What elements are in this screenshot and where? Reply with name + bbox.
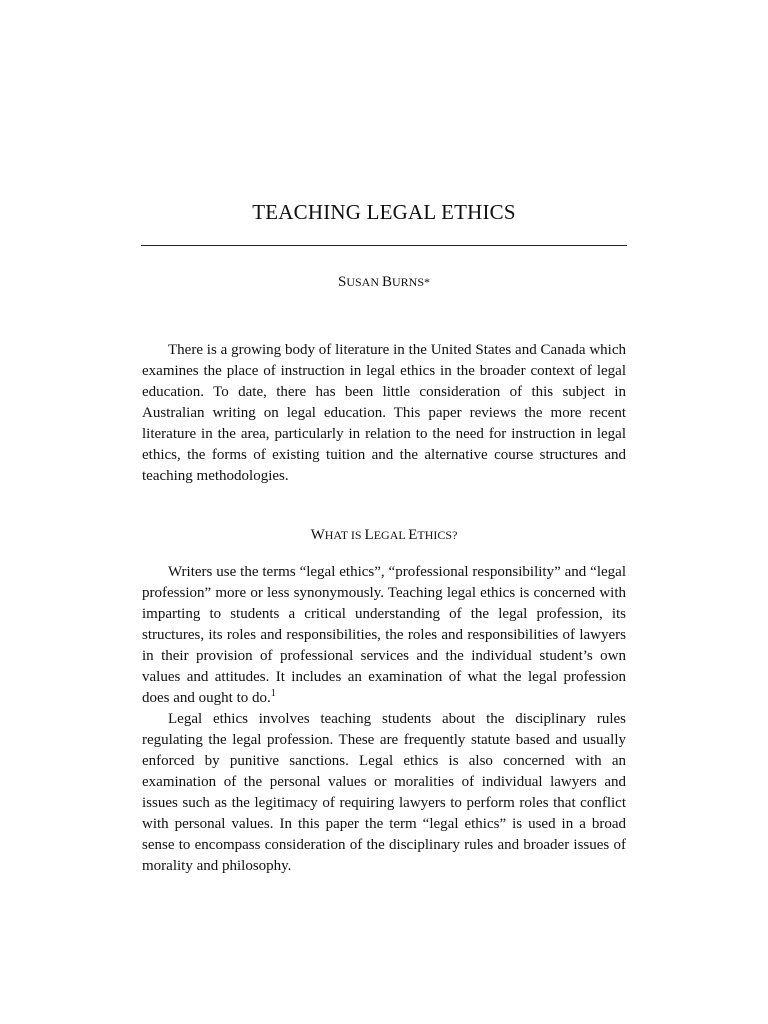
article-title: TEACHING LEGAL ETHICS <box>252 200 516 224</box>
paragraph-1-text: Writers use the terms “legal ethics”, “professional responsibility” and “legal profession” more or less synonymously. Teaching legal ethics is concerned with imparting to students a critical understanding of the legal profession, its structures, its roles and responsibilities, the roles and responsibilities of lawyers in their provision of professional services and the individual student’s own values and attitudes. It includes an examination of what the legal profession does and ought to do. <box>142 564 626 706</box>
footnote-reference[interactable]: 1 <box>270 688 276 699</box>
body-paragraph-2: Legal ethics involves teaching students about the disciplinary rules regulating the legal profession. These are frequently statute based and usually enforced by punitive sanctions. Legal ethics is also concerned with an examination of the personal values or moralities of individual lawyers and issues such as the legitimacy of requiring lawyers to perform roles that conflict with personal values. In this paper the term “legal ethics” is used in a broad sense to encompass consideration of the disciplinary rules and broader issues of morality and philosophy. <box>142 711 626 874</box>
heading-cap-w: W <box>310 527 325 543</box>
abstract <box>142 340 626 487</box>
section-heading <box>0 527 768 544</box>
title-divider <box>141 245 627 246</box>
heading-cap-e: E <box>408 527 418 543</box>
heading-rest-e: THICS? <box>417 528 458 542</box>
abstract-paragraph: There is a growing body of literature in the United States and Canada which examines the place of instruction in legal ethics in the broader context of legal education. To date, there has been little consideration of this subject in Australian writing on legal education. This paper reviews the more recent literature in the area, particularly in relation to the need for instruction in legal ethics, the forms of existing tuition and the alternative course structures and teaching methodologies. <box>142 342 626 484</box>
heading-rest-w: HAT IS <box>324 528 365 542</box>
heading-rest-l: EGAL <box>373 528 409 542</box>
section-body <box>142 562 626 877</box>
author-last-rest: URNS* <box>392 275 431 289</box>
author-initial-b: B <box>381 274 392 290</box>
body-paragraph-1 <box>142 562 626 709</box>
heading-cap-l: L <box>364 527 374 543</box>
author-name <box>0 274 768 291</box>
author-initial-s: S <box>337 274 347 290</box>
author-first-rest: USAN <box>346 275 382 289</box>
